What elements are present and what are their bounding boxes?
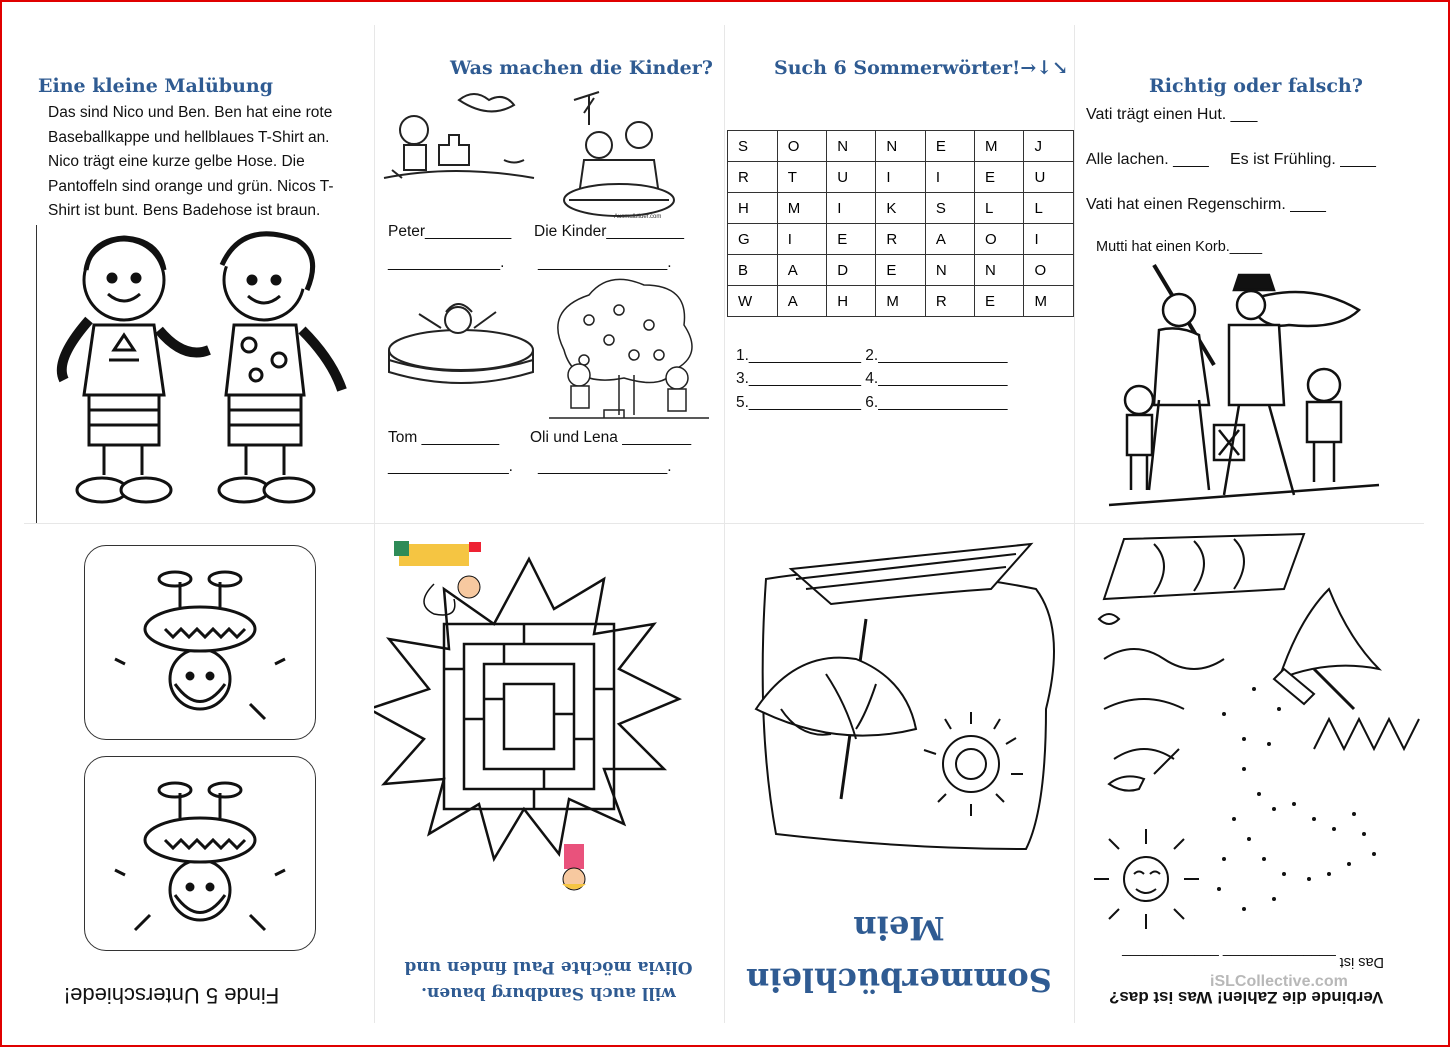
grid-row — [728, 193, 1074, 224]
two-boys-illustration — [34, 220, 374, 520]
question: Vati trägt einen Hut. ___ — [1086, 106, 1258, 123]
answer-line: 5._____________ 6._______________ — [736, 394, 1008, 411]
grid-cell: M — [777, 193, 826, 224]
grid-cell: I — [777, 224, 826, 255]
maze-caption — [401, 954, 696, 1006]
word-search-grid — [727, 130, 1074, 317]
dot-caption: Verbinde die Zahlen! Was ist das? — [1109, 988, 1384, 1007]
grid-cell: S — [925, 193, 974, 224]
panel-verbinde — [1074, 524, 1424, 1023]
booklet-sheet — [24, 25, 1424, 1023]
sandcastle-picture — [384, 90, 534, 200]
grid-cell: U — [827, 162, 876, 193]
difference-box-bottom — [84, 545, 316, 740]
grid-cell: A — [777, 286, 826, 317]
question: Vati hat einen Regenschirm. ____ — [1086, 196, 1326, 213]
panel-was-machen — [374, 25, 724, 523]
panel-title: Eine kleine Malübung — [38, 75, 273, 97]
caption-line: Olivia möchte Paul finden und — [404, 957, 693, 977]
answer-blank: _______________. — [538, 254, 672, 271]
grid-row — [728, 131, 1074, 162]
grid-row — [728, 224, 1074, 255]
grid-cell: B — [728, 255, 778, 286]
grid-cell: N — [925, 255, 974, 286]
caption-line: will auch Sandburg bauen. — [421, 983, 676, 1003]
question: Alle lachen. ____ — [1086, 151, 1209, 168]
grid-cell: L — [975, 193, 1024, 224]
answer-peter: Peter__________ — [388, 223, 512, 240]
grid-cell: G — [728, 224, 778, 255]
grid-cell: N — [975, 255, 1024, 286]
cover-title-line: Sommerbüchlein — [746, 961, 1052, 999]
grid-cell: E — [925, 131, 974, 162]
story-line: Pantoffeln sind orange und grün. Nicos T- — [48, 178, 334, 195]
answer-oli: Oli und Lena ________ — [530, 429, 692, 446]
panel-word-search — [724, 25, 1074, 523]
grid-row — [728, 162, 1074, 193]
grid-cell: I — [827, 193, 876, 224]
grid-cell: H — [827, 286, 876, 317]
grid-row — [728, 255, 1074, 286]
grid-cell: A — [925, 224, 974, 255]
grid-cell: N — [827, 131, 876, 162]
story-line: Das sind Nico und Ben. Ben hat eine rote — [48, 104, 333, 121]
panel-title: Was machen die Kinder? — [450, 57, 713, 79]
panel-title: Such 6 Sommerwörter!→↓↘ — [774, 57, 1069, 79]
panel-malubung — [24, 25, 374, 523]
beach-umbrella-picture — [736, 539, 1066, 839]
grid-cell: O — [777, 131, 826, 162]
grid-cell: I — [925, 162, 974, 193]
grid-cell: J — [1024, 131, 1074, 162]
panel-richtig-falsch — [1074, 25, 1424, 523]
grid-cell: M — [975, 131, 1024, 162]
story-line: Baseballkappe und hellblaues T-Shirt an. — [48, 129, 330, 146]
answer-line: 1._____________ 2._______________ — [736, 347, 1008, 364]
answer-line: Das ist ______________ ____________ — [1122, 954, 1385, 970]
grid-cell: O — [975, 224, 1024, 255]
panel-title: Richtig oder falsch? — [1149, 75, 1363, 97]
question: Mutti hat einen Korb.____ — [1096, 239, 1263, 255]
family-beach-picture — [1099, 260, 1389, 520]
children-eating-picture — [554, 90, 704, 220]
grid-cell: I — [1024, 224, 1074, 255]
apple-tree-picture — [549, 280, 709, 420]
grid-cell: M — [876, 286, 925, 317]
grid-cell: O — [1024, 255, 1074, 286]
panel-labyrinth — [374, 524, 724, 1023]
grid-cell: N — [876, 131, 925, 162]
question: Es ist Frühling. ____ — [1230, 151, 1376, 168]
grid-cell: A — [777, 255, 826, 286]
swimmer-picture — [105, 564, 295, 724]
grid-cell: S — [728, 131, 778, 162]
answer-blank: _______________. — [538, 458, 672, 475]
grid-cell: R — [925, 286, 974, 317]
panel-unterschiede — [24, 524, 374, 1023]
cover-title — [724, 902, 1074, 1006]
answer-tom: Tom _________ — [388, 429, 500, 446]
grid-cell: K — [876, 193, 925, 224]
answer-kinder: Die Kinder_________ — [534, 223, 684, 240]
answer-blank: _____________. — [388, 254, 505, 271]
grid-cell: E — [975, 286, 1024, 317]
answer-line: 3._____________ 4._______________ — [736, 370, 1008, 387]
dot-to-dot-picture — [1084, 529, 1414, 929]
watermark: iSLCollective.com — [1210, 973, 1348, 990]
answer-blank: ______________. — [388, 458, 513, 475]
differences-caption: Finde 5 Unterschiede! — [64, 983, 280, 1008]
credit-text: Ausmalbilder.com — [614, 214, 662, 220]
panel-cover — [724, 524, 1074, 1023]
pool-picture — [386, 290, 536, 380]
grid-cell: D — [827, 255, 876, 286]
grid-cell: L — [1024, 193, 1074, 224]
cover-title-line: Mein — [853, 909, 945, 947]
maze-picture — [374, 539, 694, 909]
grid-cell: R — [728, 162, 778, 193]
grid-cell: R — [876, 224, 925, 255]
grid-cell: W — [728, 286, 778, 317]
difference-box-top — [84, 756, 316, 951]
grid-cell: E — [975, 162, 1024, 193]
swimmer-picture — [105, 775, 295, 935]
grid-cell: E — [876, 255, 925, 286]
story-line: Nico trägt eine kurze gelbe Hose. Die — [48, 153, 305, 170]
grid-cell: I — [876, 162, 925, 193]
grid-cell: M — [1024, 286, 1074, 317]
grid-row — [728, 286, 1074, 317]
grid-cell: T — [777, 162, 826, 193]
story-line: Shirt ist bunt. Bens Badehose ist braun. — [48, 202, 321, 219]
grid-cell: E — [827, 224, 876, 255]
grid-cell: H — [728, 193, 778, 224]
grid-cell: U — [1024, 162, 1074, 193]
